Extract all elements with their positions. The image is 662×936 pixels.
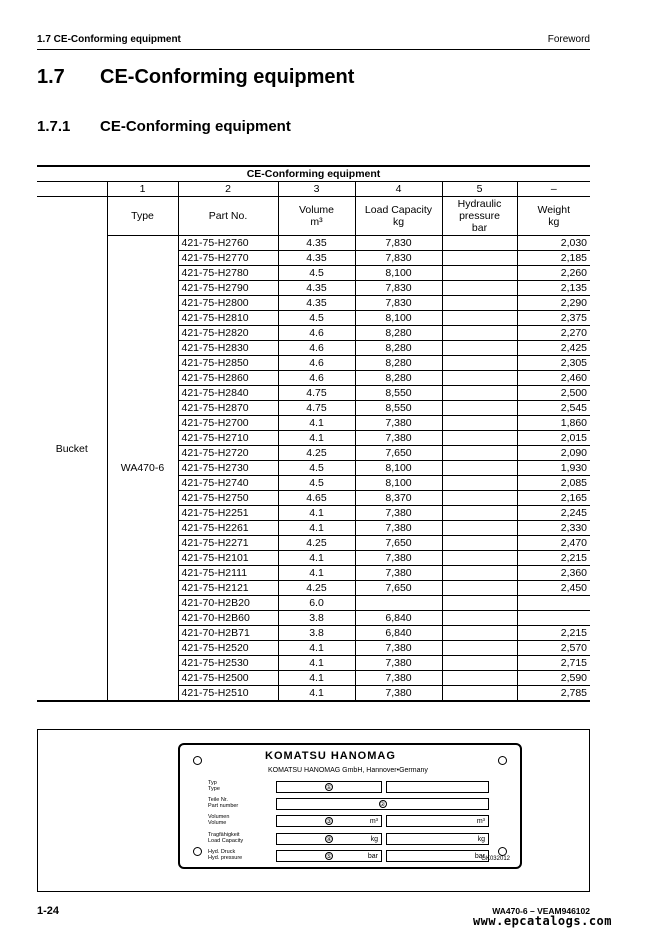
weight-cell: 2,715 — [517, 656, 590, 671]
weight-cell: 2,215 — [517, 551, 590, 566]
hydraulic-pressure-cell — [442, 641, 517, 656]
load-capacity-cell: 7,380 — [355, 671, 442, 686]
rivet-hole-icon — [193, 756, 202, 765]
part-no-cell: 421-75-H2101 — [178, 551, 278, 566]
field-number: ① — [326, 785, 332, 791]
part-no-cell: 421-75-H2251 — [178, 506, 278, 521]
load-capacity-cell: 8,100 — [355, 311, 442, 326]
heading-2-number: 1.7.1 — [37, 118, 71, 135]
hydraulic-pressure-cell — [442, 386, 517, 401]
volume-cell: 3.8 — [278, 626, 355, 641]
hydraulic-pressure-cell — [442, 581, 517, 596]
weight-cell: 2,030 — [517, 236, 590, 251]
volume-cell: 4.1 — [278, 671, 355, 686]
part-no-cell: 421-75-H2830 — [178, 341, 278, 356]
volume-cell: 3.8 — [278, 611, 355, 626]
hydraulic-pressure-cell — [442, 401, 517, 416]
load-capacity-cell: 8,100 — [355, 461, 442, 476]
document-id: WA470-6 – VEAM946102 — [492, 906, 590, 916]
blank-cell — [37, 182, 107, 197]
heading-2-text: CE-Conforming equipment — [100, 118, 291, 135]
part-no-cell: 421-75-H2261 — [178, 521, 278, 536]
weight-cell: 2,090 — [517, 446, 590, 461]
part-no-cell: 421-75-H2740 — [178, 476, 278, 491]
weight-cell: 2,165 — [517, 491, 590, 506]
header-weight: Weight kg — [517, 197, 590, 236]
nameplate-value-box-secondary — [386, 833, 489, 845]
load-capacity-cell: 8,280 — [355, 341, 442, 356]
table-title: CE-Conforming equipment — [37, 166, 590, 182]
part-no-cell: 421-70-H2B20 — [178, 596, 278, 611]
field-unit: m³ — [369, 818, 378, 825]
load-capacity-cell: 8,280 — [355, 326, 442, 341]
weight-cell: 2,270 — [517, 326, 590, 341]
header-part-no: Part No. — [178, 197, 278, 236]
nameplate-value-box-secondary — [386, 815, 489, 827]
volume-cell: 4.75 — [278, 386, 355, 401]
nameplate-field-label: Tragfähigkeit Load Capacity — [208, 832, 244, 844]
weight-cell: 2,185 — [517, 251, 590, 266]
part-no-cell: 421-75-H2111 — [178, 566, 278, 581]
load-capacity-cell: 7,380 — [355, 641, 442, 656]
hydraulic-pressure-cell — [442, 311, 517, 326]
field-unit: bar — [474, 853, 485, 860]
part-no-cell: 421-75-H2271 — [178, 536, 278, 551]
weight-cell: 2,500 — [517, 386, 590, 401]
part-no-cell: 421-75-H2840 — [178, 386, 278, 401]
volume-cell: 4.25 — [278, 536, 355, 551]
weight-cell: 1,860 — [517, 416, 590, 431]
volume-cell: 4.35 — [278, 281, 355, 296]
volume-cell: 4.35 — [278, 236, 355, 251]
field-unit: m³ — [476, 818, 485, 825]
volume-cell: 4.25 — [278, 581, 355, 596]
hydraulic-pressure-cell — [442, 491, 517, 506]
part-no-cell: 421-70-H2B60 — [178, 611, 278, 626]
volume-cell: 4.65 — [278, 491, 355, 506]
volume-cell: 4.75 — [278, 401, 355, 416]
part-no-cell: 421-75-H2760 — [178, 236, 278, 251]
part-no-cell: 421-75-H2820 — [178, 326, 278, 341]
field-number: ③ — [326, 819, 332, 825]
field-number: ④ — [326, 837, 332, 843]
hydraulic-pressure-cell — [442, 671, 517, 686]
hydraulic-pressure-cell — [442, 356, 517, 371]
load-capacity-cell: 8,550 — [355, 401, 442, 416]
part-no-cell: 421-75-H2500 — [178, 671, 278, 686]
hydraulic-pressure-cell — [442, 596, 517, 611]
volume-cell: 4.6 — [278, 326, 355, 341]
nameplate — [178, 743, 522, 869]
header-volume: Volume m³ — [278, 197, 355, 236]
nameplate-field-label: Typ Type — [208, 780, 220, 792]
load-capacity-cell: 7,380 — [355, 521, 442, 536]
hydraulic-pressure-cell — [442, 371, 517, 386]
volume-cell: 4.6 — [278, 356, 355, 371]
field-number: ② — [379, 802, 386, 808]
nameplate-field-label: Volumen Volume — [208, 814, 230, 826]
part-no-cell: 421-75-H2850 — [178, 356, 278, 371]
nameplate-field-label: Teile Nr. Part number — [208, 797, 239, 809]
header-rule — [37, 49, 590, 50]
weight-cell: 2,260 — [517, 266, 590, 281]
header-type: Type — [107, 197, 178, 236]
load-capacity-cell: 6,840 — [355, 611, 442, 626]
part-no-cell: 421-75-H2121 — [178, 581, 278, 596]
load-capacity-cell — [355, 596, 442, 611]
hydraulic-pressure-cell — [442, 476, 517, 491]
heading-2 — [37, 118, 291, 135]
volume-cell: 4.35 — [278, 296, 355, 311]
volume-cell: 6.0 — [278, 596, 355, 611]
hydraulic-pressure-cell — [442, 566, 517, 581]
volume-cell: 4.6 — [278, 371, 355, 386]
part-no-cell: 421-75-H2520 — [178, 641, 278, 656]
hydraulic-pressure-cell — [442, 611, 517, 626]
weight-cell: 2,360 — [517, 566, 590, 581]
load-capacity-cell: 8,370 — [355, 491, 442, 506]
weight-cell: 2,590 — [517, 671, 590, 686]
weight-cell: 2,545 — [517, 401, 590, 416]
running-header-chapter: Foreword — [547, 34, 590, 45]
volume-cell: 4.25 — [278, 446, 355, 461]
figure-code: GK032012 — [481, 856, 510, 862]
volume-cell: 4.1 — [278, 521, 355, 536]
nameplate-field-label: Hyd. Druck Hyd. pressure — [208, 849, 243, 861]
rivet-hole-icon — [193, 847, 202, 856]
hydraulic-pressure-cell — [442, 416, 517, 431]
group-label: Bucket — [55, 442, 88, 455]
load-capacity-cell: 8,100 — [355, 266, 442, 281]
weight-cell: 2,330 — [517, 521, 590, 536]
load-capacity-cell: 7,380 — [355, 416, 442, 431]
part-no-cell: 421-75-H2790 — [178, 281, 278, 296]
header-hydraulic-pressure: Hydraulic pressure bar — [442, 197, 517, 236]
nameplate-figure — [37, 729, 590, 892]
model-cell: WA470-6 — [107, 236, 178, 702]
rivet-hole-icon — [498, 847, 507, 856]
load-capacity-cell: 7,830 — [355, 296, 442, 311]
weight-cell: 2,135 — [517, 281, 590, 296]
nameplate-value-box — [276, 850, 382, 862]
volume-cell: 4.5 — [278, 476, 355, 491]
ce-equipment-table — [37, 165, 590, 702]
load-capacity-cell: 7,830 — [355, 281, 442, 296]
part-no-cell: 421-75-H2510 — [178, 686, 278, 702]
part-no-cell: 421-75-H2800 — [178, 296, 278, 311]
rivet-hole-icon — [498, 756, 507, 765]
col-number: 1 — [107, 182, 178, 197]
part-no-cell: 421-75-H2860 — [178, 371, 278, 386]
group-label-cell — [37, 197, 107, 702]
load-capacity-cell: 7,830 — [355, 236, 442, 251]
volume-cell: 4.35 — [278, 251, 355, 266]
part-no-cell: 421-75-H2720 — [178, 446, 278, 461]
load-capacity-cell: 8,280 — [355, 371, 442, 386]
hydraulic-pressure-cell — [442, 326, 517, 341]
load-capacity-cell: 7,650 — [355, 536, 442, 551]
volume-cell: 4.1 — [278, 656, 355, 671]
nameplate-value-box — [276, 798, 489, 810]
volume-cell: 4.1 — [278, 551, 355, 566]
weight-cell: 2,375 — [517, 311, 590, 326]
hydraulic-pressure-cell — [442, 551, 517, 566]
volume-cell: 4.5 — [278, 311, 355, 326]
column-header-row — [37, 197, 590, 236]
hydraulic-pressure-cell — [442, 431, 517, 446]
field-unit: bar — [367, 853, 378, 860]
part-no-cell: 421-75-H2750 — [178, 491, 278, 506]
load-capacity-cell: 8,100 — [355, 476, 442, 491]
hydraulic-pressure-cell — [442, 686, 517, 702]
column-number-row — [37, 182, 590, 197]
hydraulic-pressure-cell — [442, 446, 517, 461]
part-no-cell: 421-75-H2730 — [178, 461, 278, 476]
part-no-cell: 421-70-H2B71 — [178, 626, 278, 641]
volume-cell: 4.1 — [278, 416, 355, 431]
load-capacity-cell: 7,380 — [355, 656, 442, 671]
load-capacity-cell: 7,380 — [355, 686, 442, 702]
hydraulic-pressure-cell — [442, 266, 517, 281]
part-no-cell: 421-75-H2870 — [178, 401, 278, 416]
weight-cell: 2,245 — [517, 506, 590, 521]
hydraulic-pressure-cell — [442, 461, 517, 476]
weight-cell: 2,085 — [517, 476, 590, 491]
weight-cell: 2,460 — [517, 371, 590, 386]
nameplate-brand-logo: KOMATSU HANOMAG — [265, 750, 396, 762]
weight-cell: 2,470 — [517, 536, 590, 551]
nameplate-value-box-secondary — [386, 781, 489, 793]
weight-cell: 2,450 — [517, 581, 590, 596]
part-no-cell: 421-75-H2780 — [178, 266, 278, 281]
weight-cell: 2,215 — [517, 626, 590, 641]
volume-cell: 4.1 — [278, 686, 355, 702]
volume-cell: 4.1 — [278, 506, 355, 521]
nameplate-value-box-secondary — [386, 850, 489, 862]
load-capacity-cell: 7,830 — [355, 251, 442, 266]
part-no-cell: 421-75-H2810 — [178, 311, 278, 326]
col-number: 4 — [355, 182, 442, 197]
part-no-cell: 421-75-H2700 — [178, 416, 278, 431]
load-capacity-cell: 7,380 — [355, 566, 442, 581]
hydraulic-pressure-cell — [442, 656, 517, 671]
weight-cell — [517, 596, 590, 611]
hydraulic-pressure-cell — [442, 536, 517, 551]
hydraulic-pressure-cell — [442, 296, 517, 311]
heading-1-text: CE-Conforming equipment — [100, 66, 355, 88]
load-capacity-cell: 6,840 — [355, 626, 442, 641]
weight-cell: 2,785 — [517, 686, 590, 702]
col-number: 2 — [178, 182, 278, 197]
load-capacity-cell: 7,380 — [355, 506, 442, 521]
hydraulic-pressure-cell — [442, 521, 517, 536]
volume-cell: 4.1 — [278, 566, 355, 581]
col-number: 3 — [278, 182, 355, 197]
hydraulic-pressure-cell — [442, 506, 517, 521]
hydraulic-pressure-cell — [442, 626, 517, 641]
header-load-capacity: Load Capacity kg — [355, 197, 442, 236]
hydraulic-pressure-cell — [442, 236, 517, 251]
volume-cell: 4.5 — [278, 461, 355, 476]
weight-cell — [517, 611, 590, 626]
hydraulic-pressure-cell — [442, 341, 517, 356]
hydraulic-pressure-cell — [442, 281, 517, 296]
volume-cell: 4.6 — [278, 341, 355, 356]
table-body — [37, 197, 590, 702]
heading-1-number: 1.7 — [37, 66, 65, 88]
nameplate-value-box — [276, 815, 382, 827]
volume-cell: 4.1 — [278, 641, 355, 656]
part-no-cell: 421-75-H2710 — [178, 431, 278, 446]
field-unit: kg — [477, 836, 485, 843]
load-capacity-cell: 8,280 — [355, 356, 442, 371]
weight-cell: 2,015 — [517, 431, 590, 446]
col-number: – — [517, 182, 590, 197]
part-no-cell: 421-75-H2530 — [178, 656, 278, 671]
page-number: 1-24 — [37, 905, 60, 917]
field-unit: kg — [370, 836, 378, 843]
part-no-cell: 421-75-H2770 — [178, 251, 278, 266]
load-capacity-cell: 7,650 — [355, 446, 442, 461]
volume-cell: 4.1 — [278, 431, 355, 446]
col-number: 5 — [442, 182, 517, 197]
running-header-section: 1.7 CE-Conforming equipment — [37, 34, 181, 45]
weight-cell: 2,305 — [517, 356, 590, 371]
load-capacity-cell: 7,380 — [355, 551, 442, 566]
table-row — [37, 236, 590, 251]
load-capacity-cell: 8,550 — [355, 386, 442, 401]
load-capacity-cell: 7,650 — [355, 581, 442, 596]
volume-cell: 4.5 — [278, 266, 355, 281]
website-watermark: www.epcatalogs.com — [472, 914, 612, 928]
nameplate-value-box — [276, 833, 382, 845]
weight-cell: 2,570 — [517, 641, 590, 656]
nameplate-company: KOMATSU HANOMAG GmbH, Hannover•Germany — [268, 767, 428, 774]
weight-cell: 2,290 — [517, 296, 590, 311]
field-number: ⑤ — [326, 854, 332, 860]
heading-1 — [37, 66, 354, 89]
weight-cell: 1,930 — [517, 461, 590, 476]
hydraulic-pressure-cell — [442, 251, 517, 266]
load-capacity-cell: 7,380 — [355, 431, 442, 446]
weight-cell: 2,425 — [517, 341, 590, 356]
nameplate-value-box — [276, 781, 382, 793]
